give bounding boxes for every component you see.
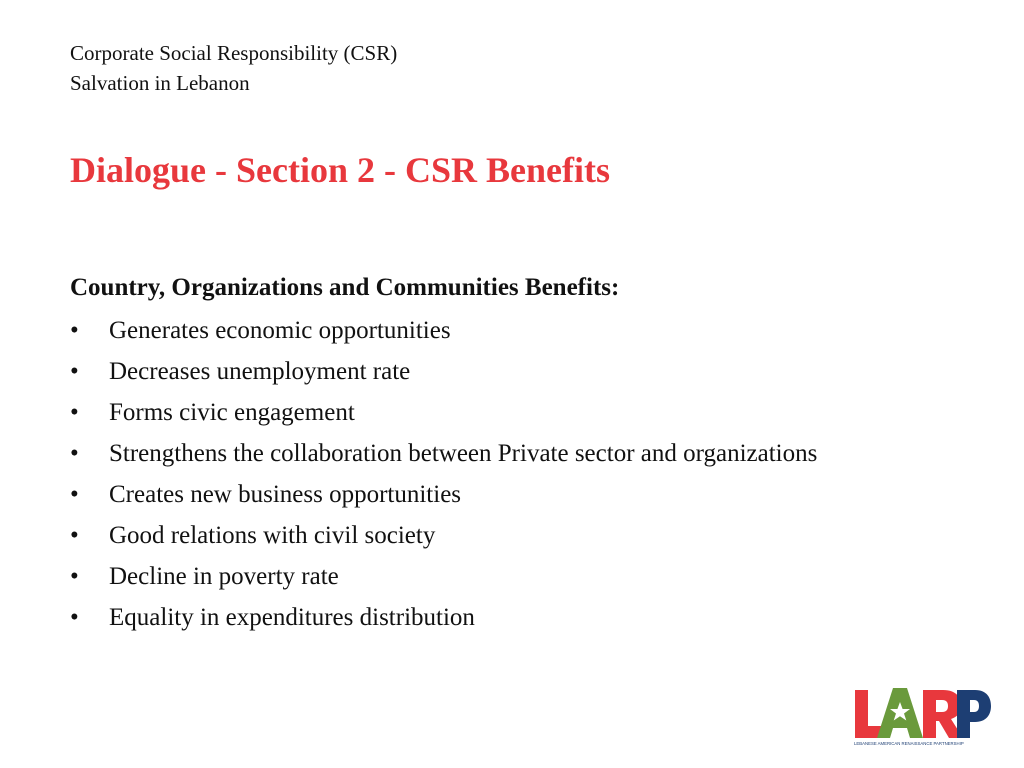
list-item-text: Decreases unemployment rate [109, 358, 411, 385]
list-item-text: Decline in poverty rate [109, 563, 339, 590]
slide-title: Dialogue - Section 2 - CSR Benefits [70, 150, 610, 190]
logo-letter-l [855, 690, 883, 738]
bullet-icon: • [70, 522, 79, 549]
header-line-1: Corporate Social Responsibility (CSR) [70, 41, 398, 65]
list-item [70, 351, 970, 392]
benefits-list [70, 310, 970, 638]
larp-logo [853, 686, 993, 748]
list-item-text: Creates new business opportunities [109, 481, 462, 508]
list-item [70, 597, 970, 638]
content-block [70, 270, 970, 638]
list-item [70, 433, 970, 474]
list-item-text: Generates economic opportunities [109, 317, 451, 344]
bullet-icon: • [70, 481, 79, 508]
bullet-icon: • [70, 563, 79, 590]
bullet-icon: • [70, 399, 79, 426]
list-item-text: Equality in expenditures distribution [109, 604, 475, 631]
bullet-icon: • [70, 317, 79, 344]
list-item [70, 310, 970, 351]
list-item [70, 474, 970, 515]
logo-letter-p [957, 690, 991, 738]
logo-tagline: LEBANESE AMERICAN RENAISSANCE PARTNERSHIP [854, 741, 964, 746]
list-item-text: Forms civic engagement [109, 399, 355, 426]
list-item-text: Strengthens the collaboration between Private sector and organizations [109, 440, 818, 467]
bullet-icon: • [70, 440, 79, 467]
header-line-2: Salvation in Lebanon [70, 71, 250, 95]
list-item-text: Good relations with civil society [109, 522, 436, 549]
bullet-icon: • [70, 358, 79, 385]
bullet-icon: • [70, 604, 79, 631]
list-item [70, 515, 970, 556]
list-item [70, 556, 970, 597]
content-heading: Country, Organizations and Communities Benefits: [70, 274, 620, 301]
list-item [70, 392, 970, 433]
slide-header [70, 38, 397, 98]
